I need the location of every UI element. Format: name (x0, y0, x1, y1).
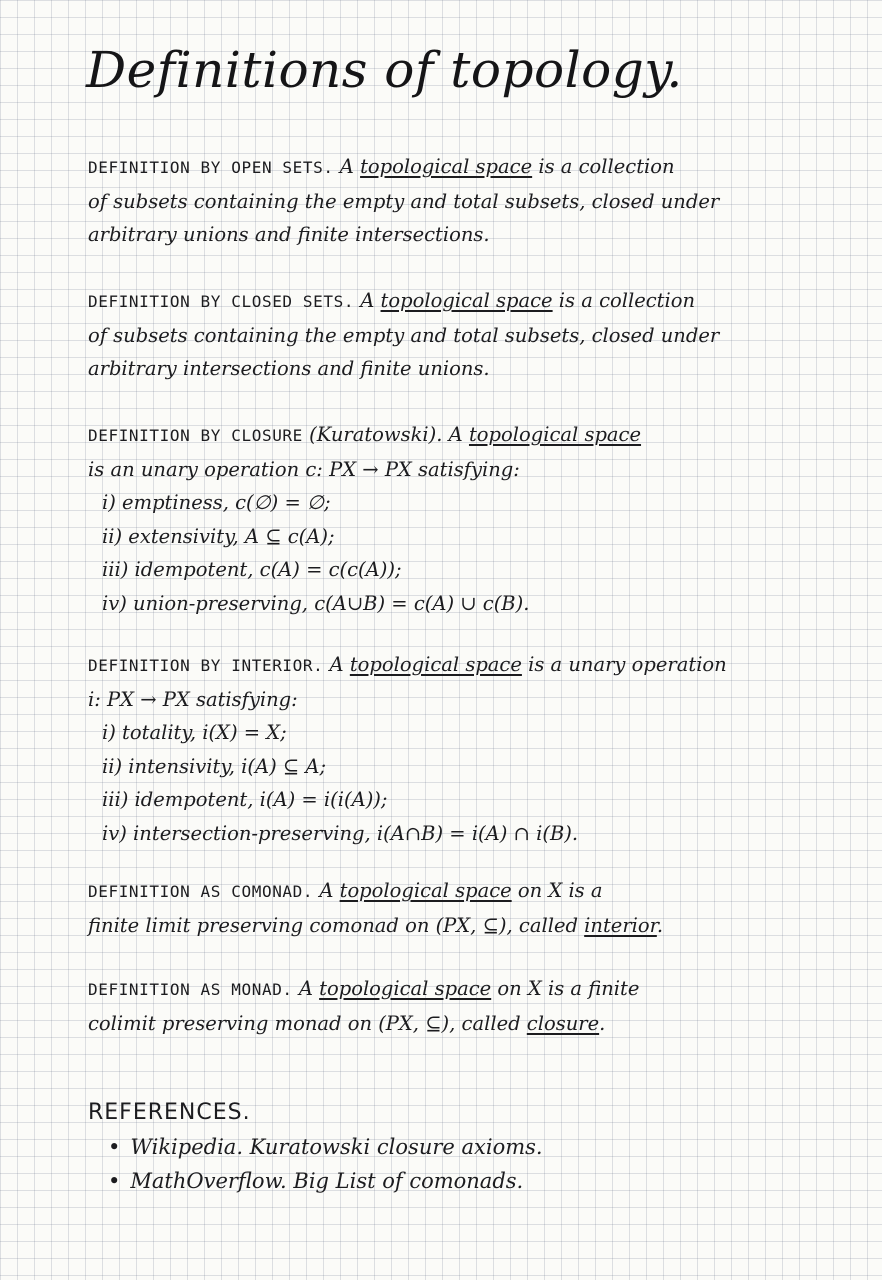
text: on X is a finite (491, 977, 640, 1000)
text: . (656, 913, 664, 937)
term-topological-space: topological space (349, 653, 522, 676)
text: A (313, 879, 340, 902)
text: (Kuratowski). A (302, 423, 469, 446)
text: . (599, 1011, 606, 1035)
text: colimit preserving monad on (PX, ⊆), called (88, 1011, 527, 1035)
line: arbitrary intersections and finite unions. (88, 357, 490, 380)
line (88, 909, 808, 943)
section-references (88, 1096, 808, 1198)
section-heading: DEFINITION AS COMONAD. (88, 882, 314, 901)
list-item: i) emptiness, c(∅) = ∅; (102, 491, 331, 514)
page-title: Definitions of topology. (86, 41, 683, 99)
line: of subsets containing the empty and total subsets, closed under (88, 323, 720, 347)
bullet-icon: • (108, 1169, 121, 1193)
line (88, 874, 808, 909)
section-monad (88, 972, 808, 1040)
section-comonad (88, 874, 808, 942)
section-interior (88, 648, 808, 850)
text: finite limit preserving comonad on (PX, ⊆), called (88, 913, 585, 937)
line: of subsets containing the empty and total subsets, closed under (88, 189, 720, 213)
line: is an unary operation c: PX → PX satisfying: (88, 457, 520, 481)
text: A (323, 653, 350, 676)
list-item: iv) union-preserving, c(A∪B) = c(A) ∪ c(B). (102, 591, 530, 615)
references-heading: REFERENCES. (88, 1100, 251, 1125)
text: A (339, 155, 361, 178)
list-item: iii) idempotent, c(A) = c(c(A)); (102, 558, 402, 581)
term-topological-space: topological space (319, 977, 492, 1000)
list-item: ii) extensivity, A ⊆ c(A); (102, 524, 335, 548)
section-open-sets (88, 150, 808, 252)
text: is a unary operation (521, 653, 727, 676)
text: is a collection (552, 289, 696, 312)
section-heading: DEFINITION BY INTERIOR. (88, 656, 324, 675)
term-topological-space: topological space (360, 155, 533, 178)
text: is a collection (532, 155, 675, 178)
list-item: iv) intersection-preserving, i(A∩B) = i(A) ∩ i(B). (102, 821, 579, 845)
section-heading: DEFINITION AS MONAD. (88, 980, 293, 999)
term-topological-space: topological space (468, 423, 642, 446)
term-closure: closure (526, 1011, 600, 1035)
line (88, 150, 808, 185)
line (88, 648, 808, 683)
text: A (292, 977, 320, 1000)
line: arbitrary unions and finite intersections. (88, 223, 490, 246)
reference-item (88, 1164, 808, 1198)
line (88, 1007, 808, 1041)
term-interior: interior (584, 913, 657, 937)
bullet-icon: • (108, 1135, 121, 1159)
text: A (360, 289, 381, 312)
section-heading: DEFINITION BY OPEN SETS. (88, 158, 334, 177)
line: i: PX → PX satisfying: (88, 687, 298, 711)
reference-text: MathOverflow. Big List of comonads. (130, 1169, 524, 1193)
line (88, 418, 808, 453)
term-topological-space: topological space (339, 879, 512, 902)
section-heading: DEFINITION BY CLOSURE (88, 426, 303, 445)
section-closure (88, 418, 808, 620)
term-topological-space: topological space (380, 289, 553, 312)
line (88, 972, 808, 1007)
list-item: i) totality, i(X) = X; (102, 721, 287, 744)
reference-text: Wikipedia. Kuratowski closure axioms. (130, 1135, 543, 1159)
list-item: ii) intensivity, i(A) ⊆ A; (102, 754, 327, 778)
reference-item (88, 1130, 808, 1164)
text: on X is a (511, 879, 603, 902)
section-heading: DEFINITION BY CLOSED SETS. (88, 292, 355, 311)
section-closed-sets (88, 284, 808, 386)
line (88, 284, 808, 319)
list-item: iii) idempotent, i(A) = i(i(A)); (102, 788, 388, 811)
